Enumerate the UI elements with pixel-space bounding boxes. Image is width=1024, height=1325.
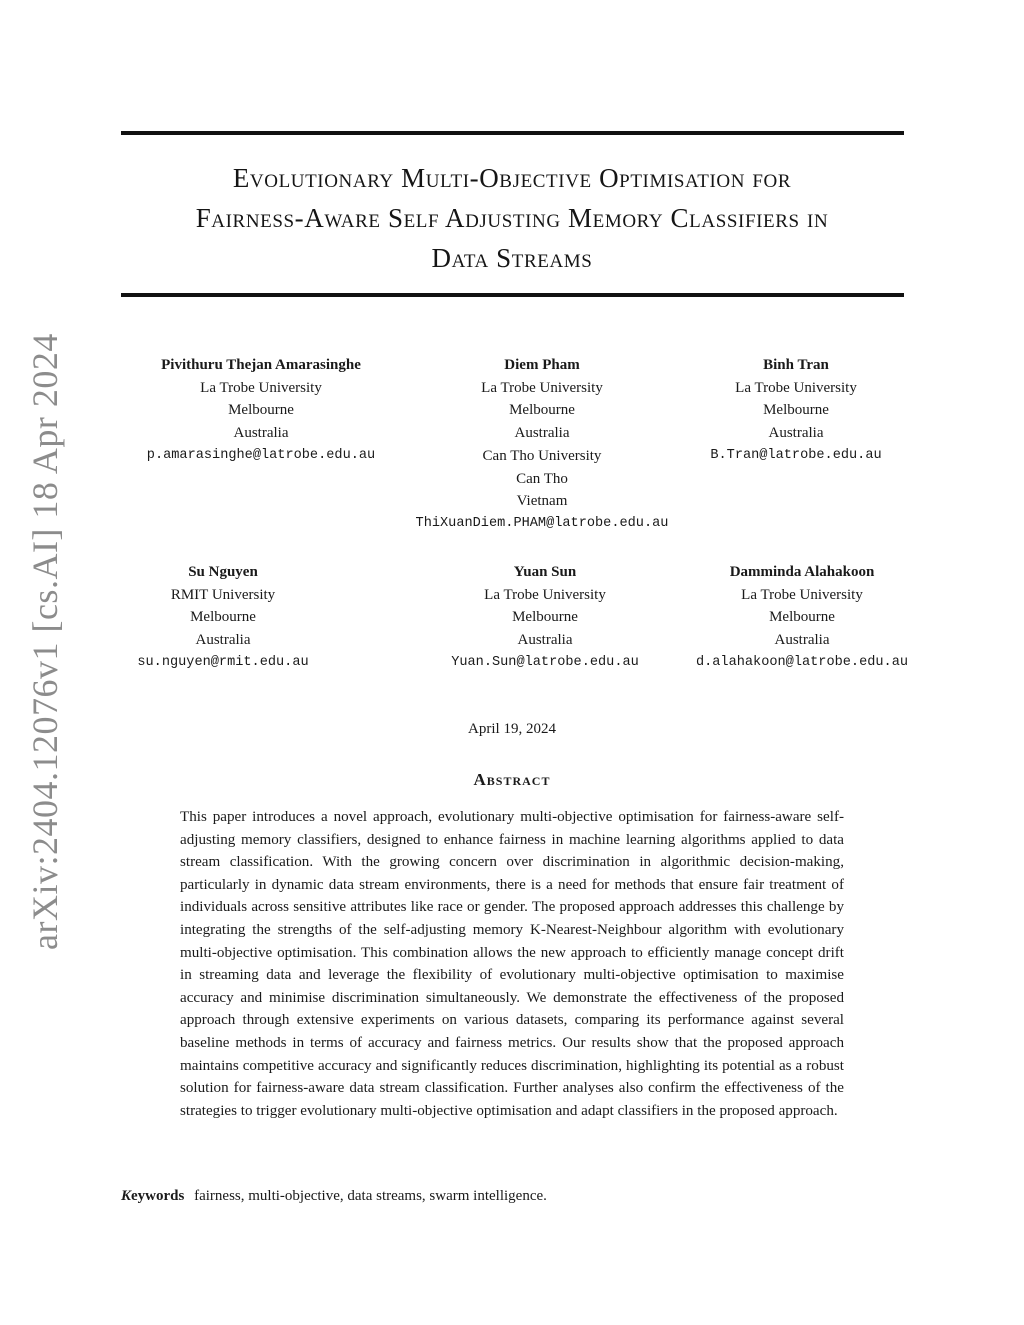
title-line-1: Evolutionary Multi-Objective Optimisation for <box>232 163 792 193</box>
paper-title <box>100 158 924 278</box>
author-name: Binh Tran <box>763 357 829 373</box>
keywords-label-rest: eywords <box>131 1188 185 1204</box>
author-country: Australia <box>233 425 289 442</box>
keywords-text: fairness, multi-objective, data streams, swarm intelligence. <box>194 1188 547 1204</box>
abstract-body: This paper introduces a novel approach, evolutionary multi-objective optimisation for fairness-aware self-adjusting memory classifiers, designed to enhance fairness in machine learning algorithms applied to data stream classification. With the growing concern over discrimination in algorithmic decision-making, particularly in dynamic data stream environments, there is a need for methods that ensure fair treatment of individuals across sensitive attributes like race or gender. The proposed approach addresses this challenge by integrating the strengths of the self-adjusting memory K-Nearest-Neighbour algorithm with evolutionary multi-objective optimisation. This combination allows the new approach to efficiently manage concept drift in streaming data and leverage the flexibility of evolutionary multi-objective optimisation to maximise accuracy and minimise discrimination simultaneously. We demonstrate the effectiveness of the proposed approach through extensive experiments on various datasets, comparing its performance against several baseline methods in terms of accuracy and fairness metrics. Our results show that the proposed approach maintains competitive accuracy and significantly reduces discrimination, highlighting its potential as a robust solution for fairness-aware data stream classification. Further analyses also confirm the effectiveness of the strategies to trigger evolutionary multi-objective optimisation and adapt classifiers in the proposed approach. <box>180 809 844 1119</box>
author-name: Su Nguyen <box>188 564 258 580</box>
author-country-2: Vietnam <box>516 493 568 510</box>
author-block-4 <box>103 561 343 675</box>
author-email[interactable]: d.alahakoon@latrobe.edu.au <box>695 654 909 670</box>
author-affiliation: La Trobe University <box>200 379 322 396</box>
author-name: Diem Pham <box>504 357 580 373</box>
author-block-1 <box>111 354 411 468</box>
author-affiliation: La Trobe University <box>484 586 606 603</box>
author-country: Australia <box>768 425 824 442</box>
author-city: Melbourne <box>509 402 575 419</box>
author-affiliation: La Trobe University <box>481 379 603 396</box>
author-email[interactable]: su.nguyen@rmit.edu.au <box>137 654 309 670</box>
arxiv-identifier-stamp: arXiv:2404.12076v1 [cs.AI] 18 Apr 2024 <box>25 333 65 950</box>
keywords-line <box>121 1188 547 1205</box>
author-email[interactable]: ThiXuanDiem.PHAM@latrobe.edu.au <box>415 515 669 531</box>
author-name: Pivithuru Thejan Amarasinghe <box>161 357 361 373</box>
title-top-rule <box>121 131 904 135</box>
author-name: Yuan Sun <box>513 564 577 580</box>
title-line-3: Data Streams <box>431 243 593 273</box>
author-country: Australia <box>514 425 570 442</box>
author-country: Australia <box>774 632 830 649</box>
author-country: Australia <box>517 632 573 649</box>
author-affiliation: La Trobe University <box>735 379 857 396</box>
keywords-label <box>121 1188 184 1204</box>
author-email[interactable]: Yuan.Sun@latrobe.edu.au <box>451 654 639 670</box>
author-city: Melbourne <box>512 609 578 626</box>
title-bottom-rule <box>121 293 904 297</box>
author-city-2: Can Tho <box>516 470 568 487</box>
author-affiliation: RMIT University <box>170 586 276 603</box>
abstract-heading: Abstract <box>473 770 551 789</box>
publication-date: April 19, 2024 <box>468 721 556 737</box>
author-email[interactable]: B.Tran@latrobe.edu.au <box>710 447 882 463</box>
author-block-3 <box>676 354 916 468</box>
author-affiliation-2: Can Tho University <box>482 447 602 464</box>
author-city: Melbourne <box>228 402 294 419</box>
author-block-6 <box>662 561 942 675</box>
author-email[interactable]: p.amarasinghe@latrobe.edu.au <box>146 447 376 463</box>
author-city: Melbourne <box>190 609 256 626</box>
author-block-5 <box>425 561 665 675</box>
author-block-2 <box>392 354 692 536</box>
author-affiliation: La Trobe University <box>741 586 863 603</box>
author-city: Melbourne <box>763 402 829 419</box>
author-city: Melbourne <box>769 609 835 626</box>
author-country: Australia <box>195 632 251 649</box>
keywords-label-initial: K <box>121 1188 132 1204</box>
author-name: Damminda Alahakoon <box>729 564 875 580</box>
title-line-2: Fairness-Aware Self Adjusting Memory Classifiers in <box>195 203 829 233</box>
